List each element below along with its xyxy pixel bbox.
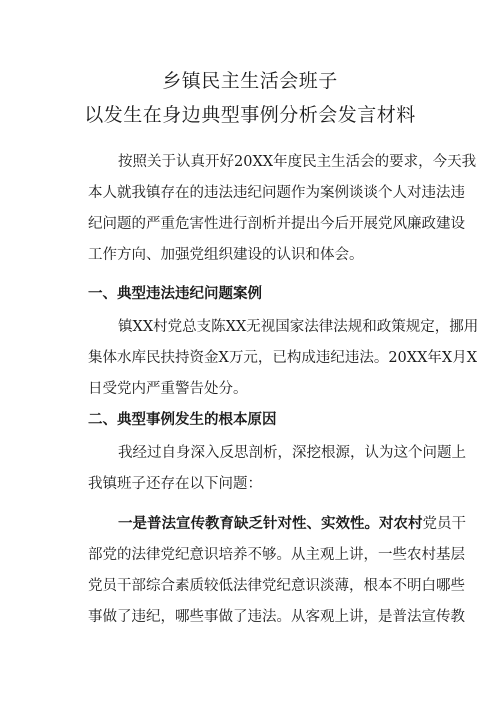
paragraph-line: 事做了违纪，哪些事做了违法。从客观上讲，是普法宣传教	[88, 609, 465, 625]
point1-paragraph	[88, 509, 466, 633]
paragraph-line: 日受党内严重警告处分。	[88, 381, 248, 397]
paragraph-line: 本人就我镇存在的违法违纪问题作为案例谈谈个人对违法违	[88, 185, 465, 201]
section2-heading: 二、典型事例发生的根本原因	[88, 412, 277, 428]
paragraph-line: 工作方向、加强党组织建设的认识和体会。	[88, 247, 364, 263]
paragraph-line: 按照关于认真开好20XX年度民主生活会的要求，今天我	[118, 154, 477, 170]
paragraph-line: 我经过自身深入反思剖析，深挖根源，认为这个问题上	[118, 445, 466, 461]
paragraph-line: 镇XX村党总支陈XX无视国家法律法规和政策规定，挪用	[118, 319, 479, 335]
intro-paragraph	[88, 147, 477, 271]
paragraph-line: 集体水库民扶持资金X万元，已构成违纪违法。20XX年X月X	[88, 350, 478, 366]
document-title-line2: 以发生在身边典型事例分析会发言材料	[84, 104, 416, 126]
paragraph-line: 我镇班子还存在以下问题：	[88, 476, 262, 492]
paragraph-line	[88, 509, 466, 540]
paragraph-line: 纪问题的严重危害性进行剖析并提出今后开展党风廉政建设	[88, 216, 465, 232]
document-title-line1: 乡镇民主生活会班子	[162, 70, 338, 92]
paragraph-line: 党员干部综合素质较低法律党纪意识淡薄，根本不明白哪些	[88, 578, 465, 594]
point1-lead-tail: 党员干	[422, 516, 466, 532]
section1-heading: 一、典型违法违纪问题案例	[88, 286, 262, 302]
section1-paragraph	[88, 312, 479, 405]
section2-paragraph	[88, 438, 466, 500]
point1-bold-lead: 一是普法宣传教育缺乏针对性、实效性。对农村	[118, 516, 423, 532]
paragraph-line: 部党的法律党纪意识培养不够。从主观上讲，一些农村基层	[88, 547, 465, 563]
